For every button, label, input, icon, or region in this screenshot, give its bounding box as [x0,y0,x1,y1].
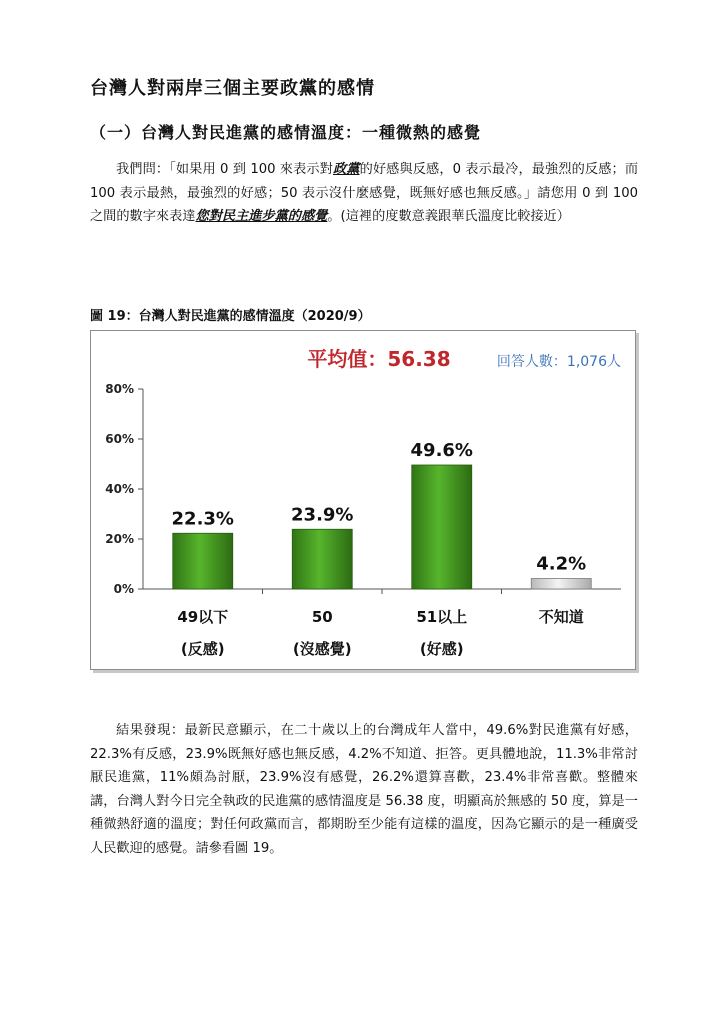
y-tick-label: 60% [105,432,134,446]
chart-frame [90,330,636,670]
section-subheading: （一）台灣人對民進黨的感情溫度：一種微熱的感覺 [90,123,482,142]
x-tick-sublabel: (沒感覺) [292,640,352,658]
intro-paragraph [90,158,638,229]
findings-paragraph: 結果發現：最新民意顯示，在二十歲以上的台灣成年人當中，49.6%對民進黨有好感，22.3%有反感，23.9%既無好感也無反感，4.2%不知道、拒答。更具體地說，11.3%非常討厭民進黨，11%頗為討厭，23.9%沒有感覺，26.2%還算喜歡，23.4%非常喜歡。整體來講，台灣人對今日完全執政的民進黨的感情溫度是 56.38 度，明顯高於無感的 50 度，算是一種微熱舒適的溫度；對任何政黨而言，都期盼至少能有這樣的溫度，因為它顯示的是一種廣受人民歡迎的感覺。請參看圖 19。 [90,723,638,856]
y-tick-label: 20% [105,532,134,546]
intro-emphasis-2: 您對民主進步黨的感覺 [195,209,328,224]
bar [292,529,352,589]
y-tick-label: 40% [105,482,134,496]
bar [412,465,472,589]
average-label: 平均值：56.38 [307,347,451,371]
page-heading: 台灣人對兩岸三個主要政黨的感情 [90,78,375,99]
bar [531,579,591,590]
x-tick-label: 50 [311,608,333,626]
bar-chart [91,331,635,669]
intro-text-3: 。(這裡的度數意義跟華氏溫度比較接近） [327,209,570,224]
plot-area [105,382,621,658]
bar-value-label: 22.3% [171,508,234,530]
respondents-label: 回答人數：1,076人 [496,354,621,370]
x-tick-label: 不知道 [538,608,584,626]
x-tick-label: 49以下 [177,608,229,626]
bar [173,533,233,589]
intro-text-2: 的好感與反感，0 表示最冷，最強烈的反感；而 100 表示最熱，最強烈的好感；50 表示沒什麼感覺，既無好感也無反感。」請您用 0 到 100 之間的數字來表達 [90,162,639,224]
bar-value-label: 4.2% [536,553,587,575]
x-tick-label: 51以上 [416,608,468,626]
intro-text-1: 我們問：「如果用 0 到 100 來表示對 [116,162,333,177]
x-tick-sublabel: (好感) [419,640,464,658]
intro-emphasis-1: 政黨 [332,162,360,177]
bar-value-label: 23.9% [291,504,354,526]
x-tick-sublabel: (反感) [180,640,225,658]
bar-value-label: 49.6% [410,440,473,461]
figure-caption: 圖 19：台灣人對民進黨的感情溫度（2020/9） [90,309,371,324]
y-tick-label: 80% [105,382,134,396]
y-tick-label: 0% [113,582,134,596]
